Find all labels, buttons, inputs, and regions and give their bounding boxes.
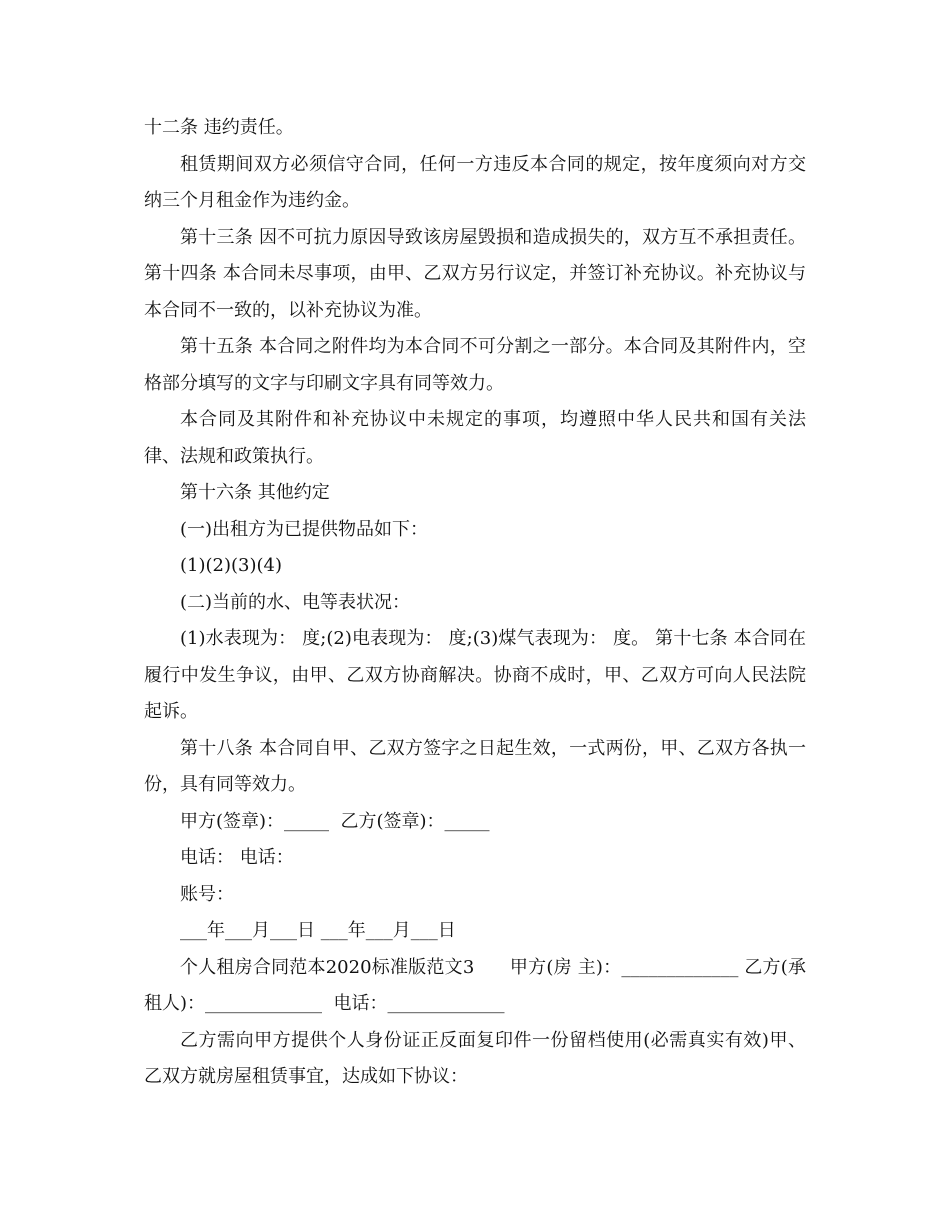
contract-3-header: 个人租房合同范本2020标准版范文3 甲方(房 主)：_____________ 乙方(承租人)：_____________ 电话：_____________ (144, 956, 806, 1014)
paragraph-applicable-law: 本合同及其附件和补充协议中未规定的事项，均遵照中华人民共和国有关法律、法规和政策执行。 (144, 409, 806, 467)
paragraph-meter-readings-article-17: (1)水表现为： 度;(2)电表现为： 度;(3)煤气表现为： 度。 第十七条 本合同在履行中发生争议，由甲、乙双方协商解决。协商不成时，甲、乙双方可向人民法院起诉。 (144, 628, 806, 722)
paragraph-id-copy-agreement: 乙方需向甲方提供个人身份证正反面复印件一份留档使用(必需真实有效)甲、乙双方就房屋租赁事宜，达成如下协议： (144, 1029, 806, 1087)
phone-line: 电话： 电话： (180, 847, 294, 868)
paragraph-article-13-14: 第十三条 因不可抗力原因导致该房屋毁损和造成损失的，双方互不承担责任。 第十四条 本合同未尽事项，由甲、乙双方另行议定，并签订补充协议。补充协议与本合同不一致的，以补充协议为准。 (144, 226, 812, 321)
paragraph-default-penalty: 租赁期间双方必须信守合同，任何一方违反本合同的规定，按年度须向对方交纳三个月租金作为违约金。 (144, 153, 806, 211)
paragraph-item-list: (1)(2)(3)(4) (180, 555, 282, 576)
article-16-heading: 第十六条 其他约定 (180, 482, 330, 503)
paragraph-article-15: 第十五条 本合同之附件均为本合同不可分割之一部分。本合同及其附件内，空格部分填写的文字与印刷文字具有同等效力。 (144, 336, 806, 394)
paragraph-article-18: 第十八条 本合同自甲、乙双方签字之日起生效，一式两份，甲、乙双方各执一份，具有同等效力。 (144, 737, 806, 795)
account-line: 账号： (180, 883, 234, 905)
paragraph-items-provided: (一)出租方为已提供物品如下： (180, 518, 429, 540)
signature-line: 甲方(签章)：_____ 乙方(签章)：_____ (180, 810, 490, 832)
paragraph-meter-status: (二)当前的水、电等表状况： (180, 591, 411, 613)
date-line: ___年___月___日 ___年___月___日 (180, 920, 456, 941)
document-body (144, 110, 812, 1096)
article-12-heading: 十二条 违约责任。 (144, 117, 294, 138)
